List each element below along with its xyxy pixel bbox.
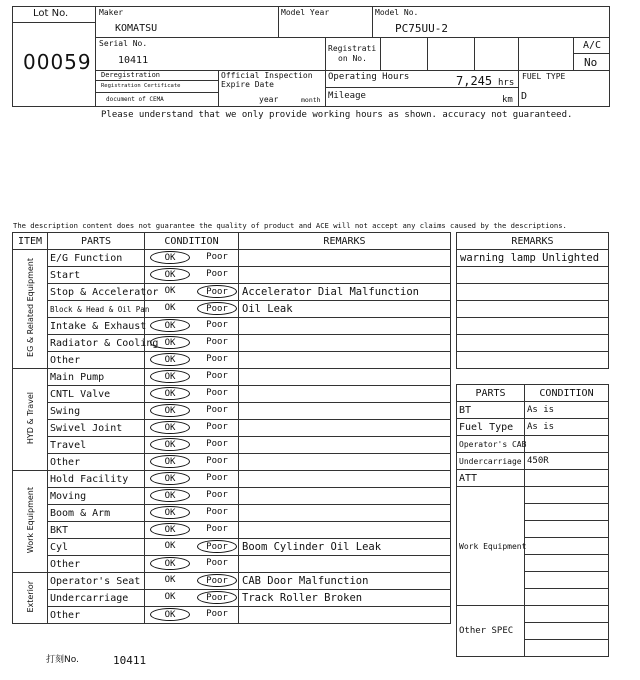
poor-option: Poor xyxy=(206,354,228,364)
fuel-type-value: D xyxy=(521,91,528,102)
condition-cell xyxy=(145,267,239,284)
remark-cell xyxy=(239,369,451,386)
poor-option: Poor xyxy=(206,422,228,432)
ok-circled: OK xyxy=(150,489,190,502)
model-no-value: PC75UU-2 xyxy=(395,22,448,35)
right-part-name: Fuel Type xyxy=(457,419,525,436)
ok-circled: OK xyxy=(150,438,190,451)
poor-circled: Poor xyxy=(197,540,237,553)
model-year-label: Model Year xyxy=(281,8,330,17)
condition-cell xyxy=(145,505,239,522)
right-part-condition xyxy=(525,504,609,521)
poor-option: Poor xyxy=(206,609,228,619)
part-name: Swing xyxy=(48,403,145,420)
ok-option: OK xyxy=(164,541,176,551)
fuel-type-label: FUEL TYPE xyxy=(522,72,566,81)
expire-date-label: Expire Date xyxy=(221,80,274,89)
section-label xyxy=(13,471,48,573)
month-label: month xyxy=(301,96,321,104)
section-label xyxy=(13,573,48,624)
ok-circled: OK xyxy=(150,472,190,485)
right-part-condition xyxy=(525,623,609,640)
ok-option: OK xyxy=(164,286,176,296)
table-row xyxy=(13,522,451,539)
ok-circled: OK xyxy=(150,268,190,281)
table-row xyxy=(457,606,609,623)
remark-cell xyxy=(239,556,451,573)
section-label-text: HYD & Travel xyxy=(25,391,35,445)
right-remark-cell xyxy=(457,267,609,284)
right-part-condition: 450R xyxy=(525,453,609,470)
description-notice: The description content does not guarantee the quality of product and ACE will not accept any claims caused by the descriptions. xyxy=(13,221,567,230)
right-part-name: Operator's CAB xyxy=(457,436,525,453)
right-remark-cell: warning lamp Unlighted xyxy=(457,250,609,267)
operating-hours-value: 7,245 xyxy=(456,74,493,88)
right-part-condition xyxy=(525,572,609,589)
right-part-condition: As is xyxy=(525,402,609,419)
remark-cell xyxy=(239,607,451,624)
condition-cell xyxy=(145,607,239,624)
remark-cell xyxy=(239,488,451,505)
part-name: Stop & Accelerator xyxy=(48,284,145,301)
condition-cell xyxy=(145,539,239,556)
ok-circled: OK xyxy=(150,387,190,400)
part-name: Start xyxy=(48,267,145,284)
part-name: Block & Head & Oil Pan xyxy=(48,301,145,318)
right-part-condition xyxy=(525,606,609,623)
part-name: Operator's Seat xyxy=(48,573,145,590)
part-name: Other xyxy=(48,607,145,624)
poor-option: Poor xyxy=(206,524,228,534)
table-row xyxy=(457,301,609,318)
part-name: Cyl xyxy=(48,539,145,556)
condition-cell xyxy=(145,437,239,454)
section-label-text: Exterior xyxy=(25,580,35,613)
condition-cell xyxy=(145,590,239,607)
ac-value: No xyxy=(584,56,598,69)
remark-cell xyxy=(239,420,451,437)
part-name: Swivel Joint xyxy=(48,420,145,437)
table-row xyxy=(13,556,451,573)
table-row xyxy=(13,284,451,301)
table-row xyxy=(13,250,451,267)
condition-table xyxy=(12,232,451,624)
col-condition-header: CONDITION xyxy=(145,233,239,250)
poor-option: Poor xyxy=(206,405,228,415)
condition-cell xyxy=(145,301,239,318)
right-part-name: Undercarriage xyxy=(457,453,525,470)
right-part-condition xyxy=(525,538,609,555)
poor-option: Poor xyxy=(206,490,228,500)
remark-cell xyxy=(239,454,451,471)
section-label xyxy=(13,369,48,471)
part-name: Intake & Exhaust xyxy=(48,318,145,335)
remark-cell xyxy=(239,318,451,335)
lot-no-value: 00059 xyxy=(23,50,92,74)
right-parts-table xyxy=(456,384,609,657)
model-no-label: Model No. xyxy=(375,8,419,17)
table-row xyxy=(457,402,609,419)
col-item-header: ITEM xyxy=(13,233,48,250)
ok-circled: OK xyxy=(150,370,190,383)
poor-option: Poor xyxy=(206,337,228,347)
table-row xyxy=(13,539,451,556)
remark-cell: Oil Leak xyxy=(239,301,451,318)
section-label-text: Work Equipment xyxy=(25,486,35,554)
part-name: BKT xyxy=(48,522,145,539)
part-name: Other xyxy=(48,454,145,471)
right-part-condition xyxy=(525,487,609,504)
remark-cell xyxy=(239,250,451,267)
table-row xyxy=(13,318,451,335)
condition-cell xyxy=(145,556,239,573)
table-row xyxy=(13,267,451,284)
poor-option: Poor xyxy=(206,269,228,279)
part-name: Travel xyxy=(48,437,145,454)
km-unit: km xyxy=(502,95,513,105)
right-part-condition xyxy=(525,470,609,487)
part-name: Radiator & Cooling xyxy=(48,335,145,352)
right-parts-col-condition: CONDITION xyxy=(525,385,609,402)
condition-cell xyxy=(145,488,239,505)
table-row xyxy=(457,335,609,352)
remark-cell xyxy=(239,437,451,454)
condition-cell xyxy=(145,454,239,471)
poor-option: Poor xyxy=(206,371,228,381)
table-row xyxy=(457,487,609,504)
table-row xyxy=(457,267,609,284)
col-parts-header: PARTS xyxy=(48,233,145,250)
remark-cell xyxy=(239,386,451,403)
maker-value: KOMATSU xyxy=(115,23,158,34)
table-row xyxy=(13,505,451,522)
right-part-condition xyxy=(525,436,609,453)
poor-option: Poor xyxy=(206,252,228,262)
ok-circled: OK xyxy=(150,336,190,349)
poor-option: Poor xyxy=(206,456,228,466)
table-row xyxy=(457,250,609,267)
table-row xyxy=(13,573,451,590)
ok-circled: OK xyxy=(150,404,190,417)
remark-cell xyxy=(239,522,451,539)
right-remarks-table xyxy=(456,232,609,369)
part-name: Undercarriage xyxy=(48,590,145,607)
poor-option: Poor xyxy=(206,507,228,517)
table-row xyxy=(13,590,451,607)
ok-circled: OK xyxy=(150,421,190,434)
poor-option: Poor xyxy=(206,388,228,398)
right-parts-col-parts: PARTS xyxy=(457,385,525,402)
condition-cell xyxy=(145,335,239,352)
table-row xyxy=(457,419,609,436)
table-row xyxy=(457,470,609,487)
table-row xyxy=(457,453,609,470)
remark-cell xyxy=(239,352,451,369)
condition-cell xyxy=(145,420,239,437)
stamp-no-value: 10411 xyxy=(113,654,147,667)
condition-cell xyxy=(145,369,239,386)
poor-option: Poor xyxy=(206,320,228,330)
table-row xyxy=(13,420,451,437)
serial-no-label: Serial No. xyxy=(99,39,148,48)
ok-circled: OK xyxy=(150,319,190,332)
remark-cell xyxy=(239,335,451,352)
condition-cell xyxy=(145,318,239,335)
ac-label: A/C xyxy=(583,40,602,51)
remark-cell xyxy=(239,505,451,522)
work-equipment-label: Work Equipment xyxy=(457,487,525,606)
condition-cell xyxy=(145,284,239,301)
doc-cema-label: document of CEMA xyxy=(106,96,164,103)
right-part-condition xyxy=(525,555,609,572)
ok-option: OK xyxy=(164,575,176,585)
part-name: Main Pump xyxy=(48,369,145,386)
remark-cell: Boom Cylinder Oil Leak xyxy=(239,539,451,556)
section-label xyxy=(13,250,48,369)
lot-no-label: Lot No. xyxy=(33,8,69,19)
right-remark-cell xyxy=(457,335,609,352)
deregistration-label: Deregistration xyxy=(101,71,161,79)
year-label: year xyxy=(259,95,279,104)
remark-cell: Accelerator Dial Malfunction xyxy=(239,284,451,301)
other-spec-label: Other SPEC xyxy=(457,606,525,657)
right-remark-cell xyxy=(457,352,609,369)
table-row xyxy=(457,318,609,335)
table-row xyxy=(13,488,451,505)
condition-cell xyxy=(145,471,239,488)
condition-cell xyxy=(145,386,239,403)
remark-cell: Track Roller Broken xyxy=(239,590,451,607)
remark-cell xyxy=(239,267,451,284)
part-name: Other xyxy=(48,556,145,573)
ok-circled: OK xyxy=(150,455,190,468)
ok-circled: OK xyxy=(150,251,190,264)
registration-label-1: Registrati xyxy=(328,44,377,53)
right-part-name: BT xyxy=(457,402,525,419)
right-remark-cell xyxy=(457,284,609,301)
table-row xyxy=(457,436,609,453)
table-row xyxy=(13,471,451,488)
ok-circled: OK xyxy=(150,353,190,366)
table-row xyxy=(13,437,451,454)
poor-option: Poor xyxy=(206,473,228,483)
ok-option: OK xyxy=(164,303,176,313)
stamp-no-label: 打刻No. xyxy=(46,655,79,665)
section-label-text: EG & Related Equipment xyxy=(25,258,35,357)
part-name: CNTL Valve xyxy=(48,386,145,403)
condition-cell xyxy=(145,522,239,539)
table-row xyxy=(13,352,451,369)
poor-circled: Poor xyxy=(197,574,237,587)
part-name: E/G Function xyxy=(48,250,145,267)
right-remark-cell xyxy=(457,318,609,335)
table-row xyxy=(13,369,451,386)
table-row xyxy=(13,607,451,624)
right-part-condition xyxy=(525,640,609,657)
condition-cell xyxy=(145,403,239,420)
table-row xyxy=(13,301,451,318)
part-name: Boom & Arm xyxy=(48,505,145,522)
remark-cell xyxy=(239,471,451,488)
table-row xyxy=(13,335,451,352)
table-row xyxy=(457,284,609,301)
hrs-unit: hrs xyxy=(498,78,515,88)
remark-cell: CAB Door Malfunction xyxy=(239,573,451,590)
poor-option: Poor xyxy=(206,558,228,568)
poor-circled: Poor xyxy=(197,302,237,315)
poor-circled: Poor xyxy=(197,285,237,298)
working-hours-notice: Please understand that we only provide working hours as shown. accuracy not guaranteed. xyxy=(101,110,573,120)
condition-cell xyxy=(145,573,239,590)
condition-cell xyxy=(145,352,239,369)
right-part-condition: As is xyxy=(525,419,609,436)
part-name: Moving xyxy=(48,488,145,505)
table-row xyxy=(13,386,451,403)
part-name: Hold Facility xyxy=(48,471,145,488)
operating-hours-label: Operating Hours xyxy=(328,72,410,82)
mileage-label: Mileage xyxy=(328,91,366,101)
reg-cert-label: Registration Certificate xyxy=(101,83,181,89)
maker-label: Maker xyxy=(99,8,124,17)
official-inspection-label: Official Inspection xyxy=(221,71,313,80)
poor-option: Poor xyxy=(206,439,228,449)
condition-cell xyxy=(145,250,239,267)
registration-label-2: on No. xyxy=(338,54,367,63)
right-part-condition xyxy=(525,521,609,538)
table-row xyxy=(13,403,451,420)
part-name: Other xyxy=(48,352,145,369)
col-remarks-header: REMARKS xyxy=(239,233,451,250)
remark-cell xyxy=(239,403,451,420)
ok-circled: OK xyxy=(150,523,190,536)
table-row xyxy=(13,454,451,471)
ok-circled: OK xyxy=(150,608,190,621)
ok-option: OK xyxy=(164,592,176,602)
serial-no-value: 10411 xyxy=(118,55,149,66)
ok-circled: OK xyxy=(150,557,190,570)
right-part-condition xyxy=(525,589,609,606)
table-row xyxy=(457,352,609,369)
poor-circled: Poor xyxy=(197,591,237,604)
right-part-name: ATT xyxy=(457,470,525,487)
right-remarks-header: REMARKS xyxy=(457,233,609,250)
right-remark-cell xyxy=(457,301,609,318)
ok-circled: OK xyxy=(150,506,190,519)
